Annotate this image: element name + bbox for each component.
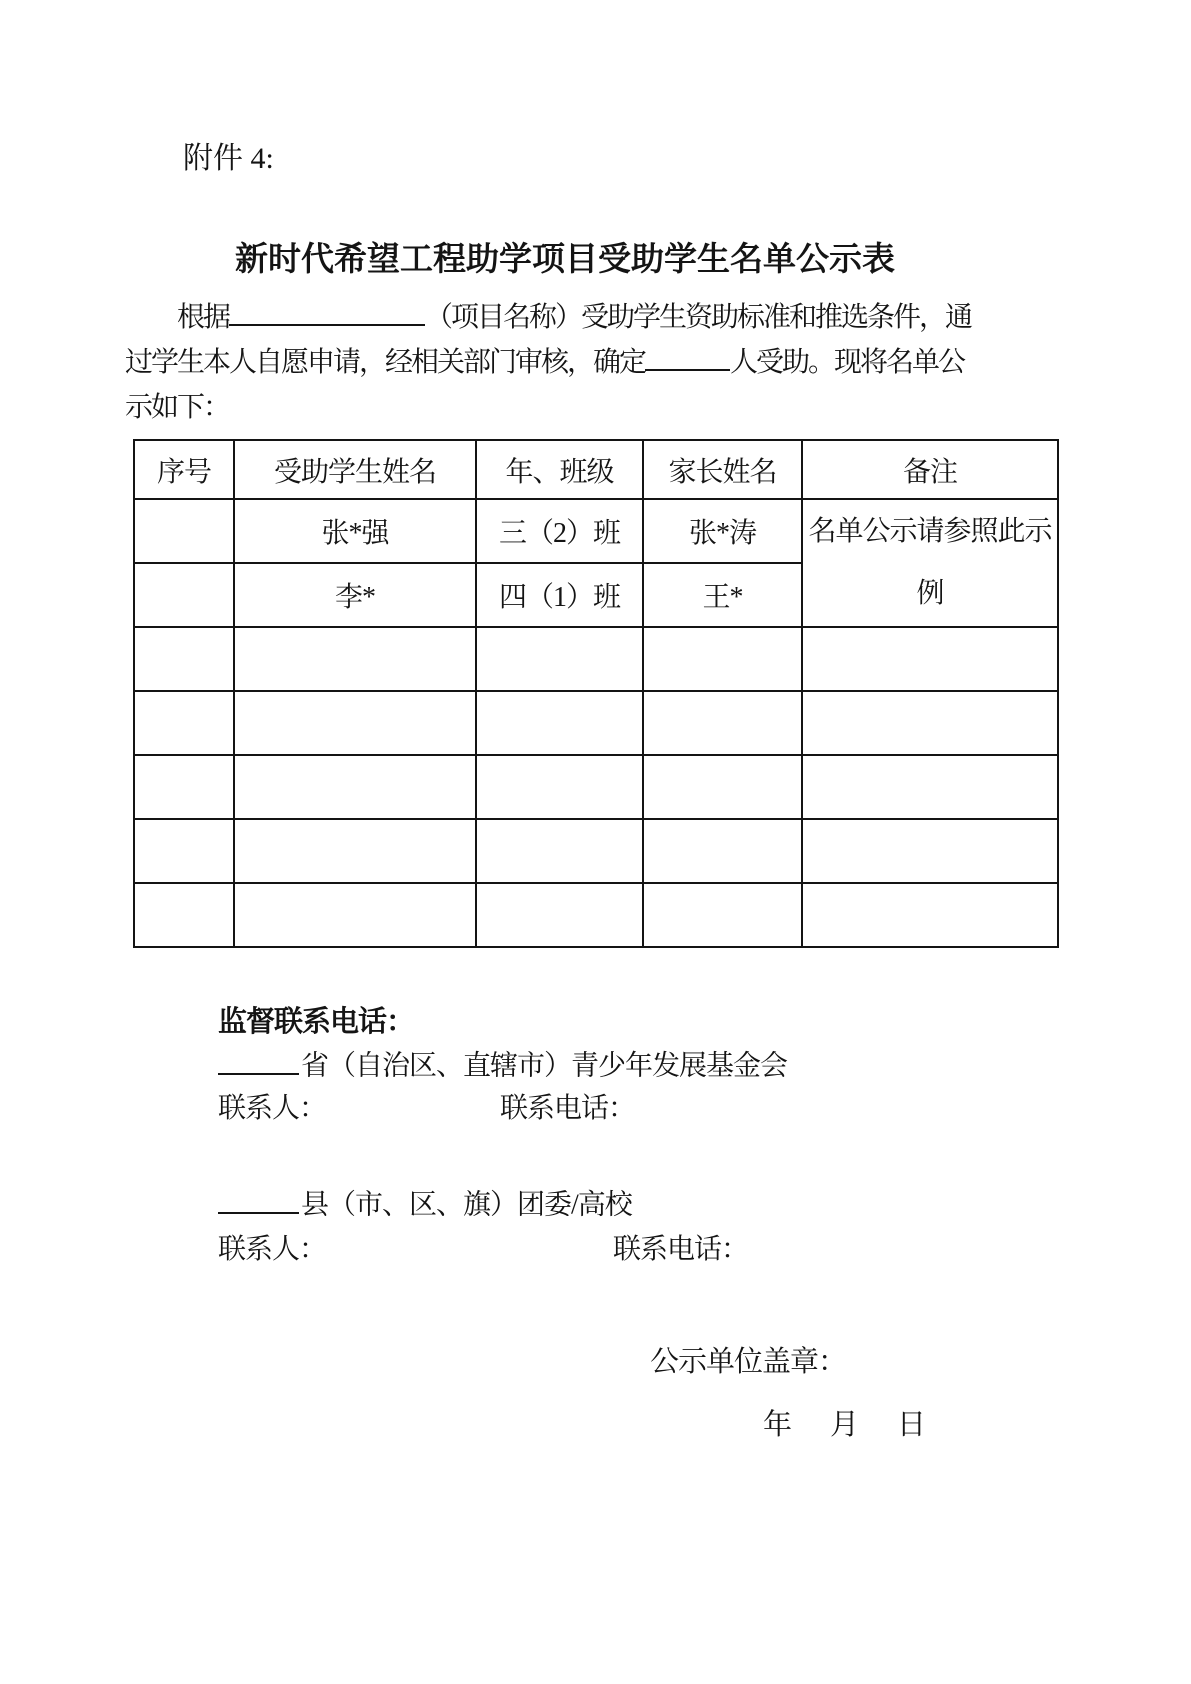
column-header-grade-class: 年、班级 (476, 440, 643, 499)
cell-remark (802, 819, 1058, 883)
column-header-seq: 序号 (134, 440, 234, 499)
contact-person-label-2: 联系人： (218, 1234, 327, 1265)
intro-line1-suffix: （项目名称）受助学生资助标准和推选条件，通 (425, 302, 972, 333)
cell-seq (134, 819, 234, 883)
cell-grade-class (476, 627, 643, 691)
contact-phone-label-1: 联系电话： (500, 1093, 636, 1124)
cell-student-name: 张*强 (234, 499, 476, 563)
cell-remark (802, 755, 1058, 819)
date-line (763, 1407, 926, 1443)
recipients-table (133, 439, 1059, 948)
cell-grade-class (476, 883, 643, 947)
cell-student-name (234, 883, 476, 947)
blank-underline-project-name (229, 297, 425, 326)
column-header-student-name: 受助学生姓名 (234, 440, 476, 499)
attachment-label: 附件 4: (183, 142, 274, 175)
blank-underline-province (218, 1046, 299, 1075)
cell-seq (134, 499, 234, 563)
document-title: 新时代希望工程助学项目受助学生名单公示表 (235, 240, 895, 277)
contact-person-label-1: 联系人： (218, 1093, 327, 1124)
cell-parent-name (643, 819, 802, 883)
cell-grade-class (476, 755, 643, 819)
intro-line2-prefix: 过学生本人自愿申请，经相关部门审核，确定 (125, 347, 646, 378)
column-header-parent-name: 家长姓名 (643, 440, 802, 499)
cell-seq (134, 563, 234, 627)
contact-phone-label-2: 联系电话： (613, 1234, 749, 1265)
org-line-county (218, 1185, 632, 1224)
date-day-label: 日 (897, 1409, 927, 1441)
blank-underline-recipient-count (645, 342, 730, 371)
cell-student-name: 李* (234, 563, 476, 627)
cell-student-name (234, 627, 476, 691)
supervision-phone-heading: 监督联系电话： (218, 1006, 415, 1038)
cell-parent-name: 王* (643, 563, 802, 627)
intro-paragraph (125, 295, 985, 430)
date-month-label: 月 (830, 1409, 860, 1441)
cell-remark (802, 627, 1058, 691)
intro-line-2 (125, 340, 985, 385)
table-row (134, 499, 1058, 563)
cell-grade-class (476, 819, 643, 883)
cell-student-name (234, 691, 476, 755)
table-row-empty (134, 819, 1058, 883)
cell-grade-class: 四（1）班 (476, 563, 643, 627)
cell-remark (802, 691, 1058, 755)
remark-cell: 名单公示请参照此示例 (802, 499, 1058, 627)
intro-line-1 (125, 295, 985, 340)
cell-grade-class: 三（2）班 (476, 499, 643, 563)
table-row-empty (134, 691, 1058, 755)
cell-seq (134, 627, 234, 691)
table-header-row (134, 440, 1058, 499)
table-row-empty (134, 883, 1058, 947)
org-county-label: 县（市、区、旗）团委/高校 (301, 1189, 632, 1221)
cell-seq (134, 883, 234, 947)
table-row-empty (134, 755, 1058, 819)
cell-student-name (234, 755, 476, 819)
intro-line1-prefix: 根据 (177, 302, 230, 333)
intro-line3-text: 示如下： (125, 392, 230, 423)
cell-seq (134, 755, 234, 819)
intro-line-3 (125, 385, 985, 430)
column-header-remark: 备注 (802, 440, 1058, 499)
intro-line2-suffix: 人受助。现将名单公 (730, 347, 965, 378)
table-row-empty (134, 627, 1058, 691)
seal-label: 公示单位盖章： (650, 1346, 847, 1378)
org-province-label: 省（自治区、直辖市）青少年发展基金会 (301, 1050, 788, 1082)
cell-grade-class (476, 691, 643, 755)
org-line-province (218, 1046, 787, 1085)
cell-student-name (234, 819, 476, 883)
cell-parent-name (643, 627, 802, 691)
cell-parent-name: 张*涛 (643, 499, 802, 563)
cell-remark (802, 883, 1058, 947)
cell-parent-name (643, 883, 802, 947)
cell-seq (134, 691, 234, 755)
blank-underline-county (218, 1185, 299, 1214)
date-year-label: 年 (763, 1409, 793, 1441)
cell-parent-name (643, 691, 802, 755)
cell-parent-name (643, 755, 802, 819)
